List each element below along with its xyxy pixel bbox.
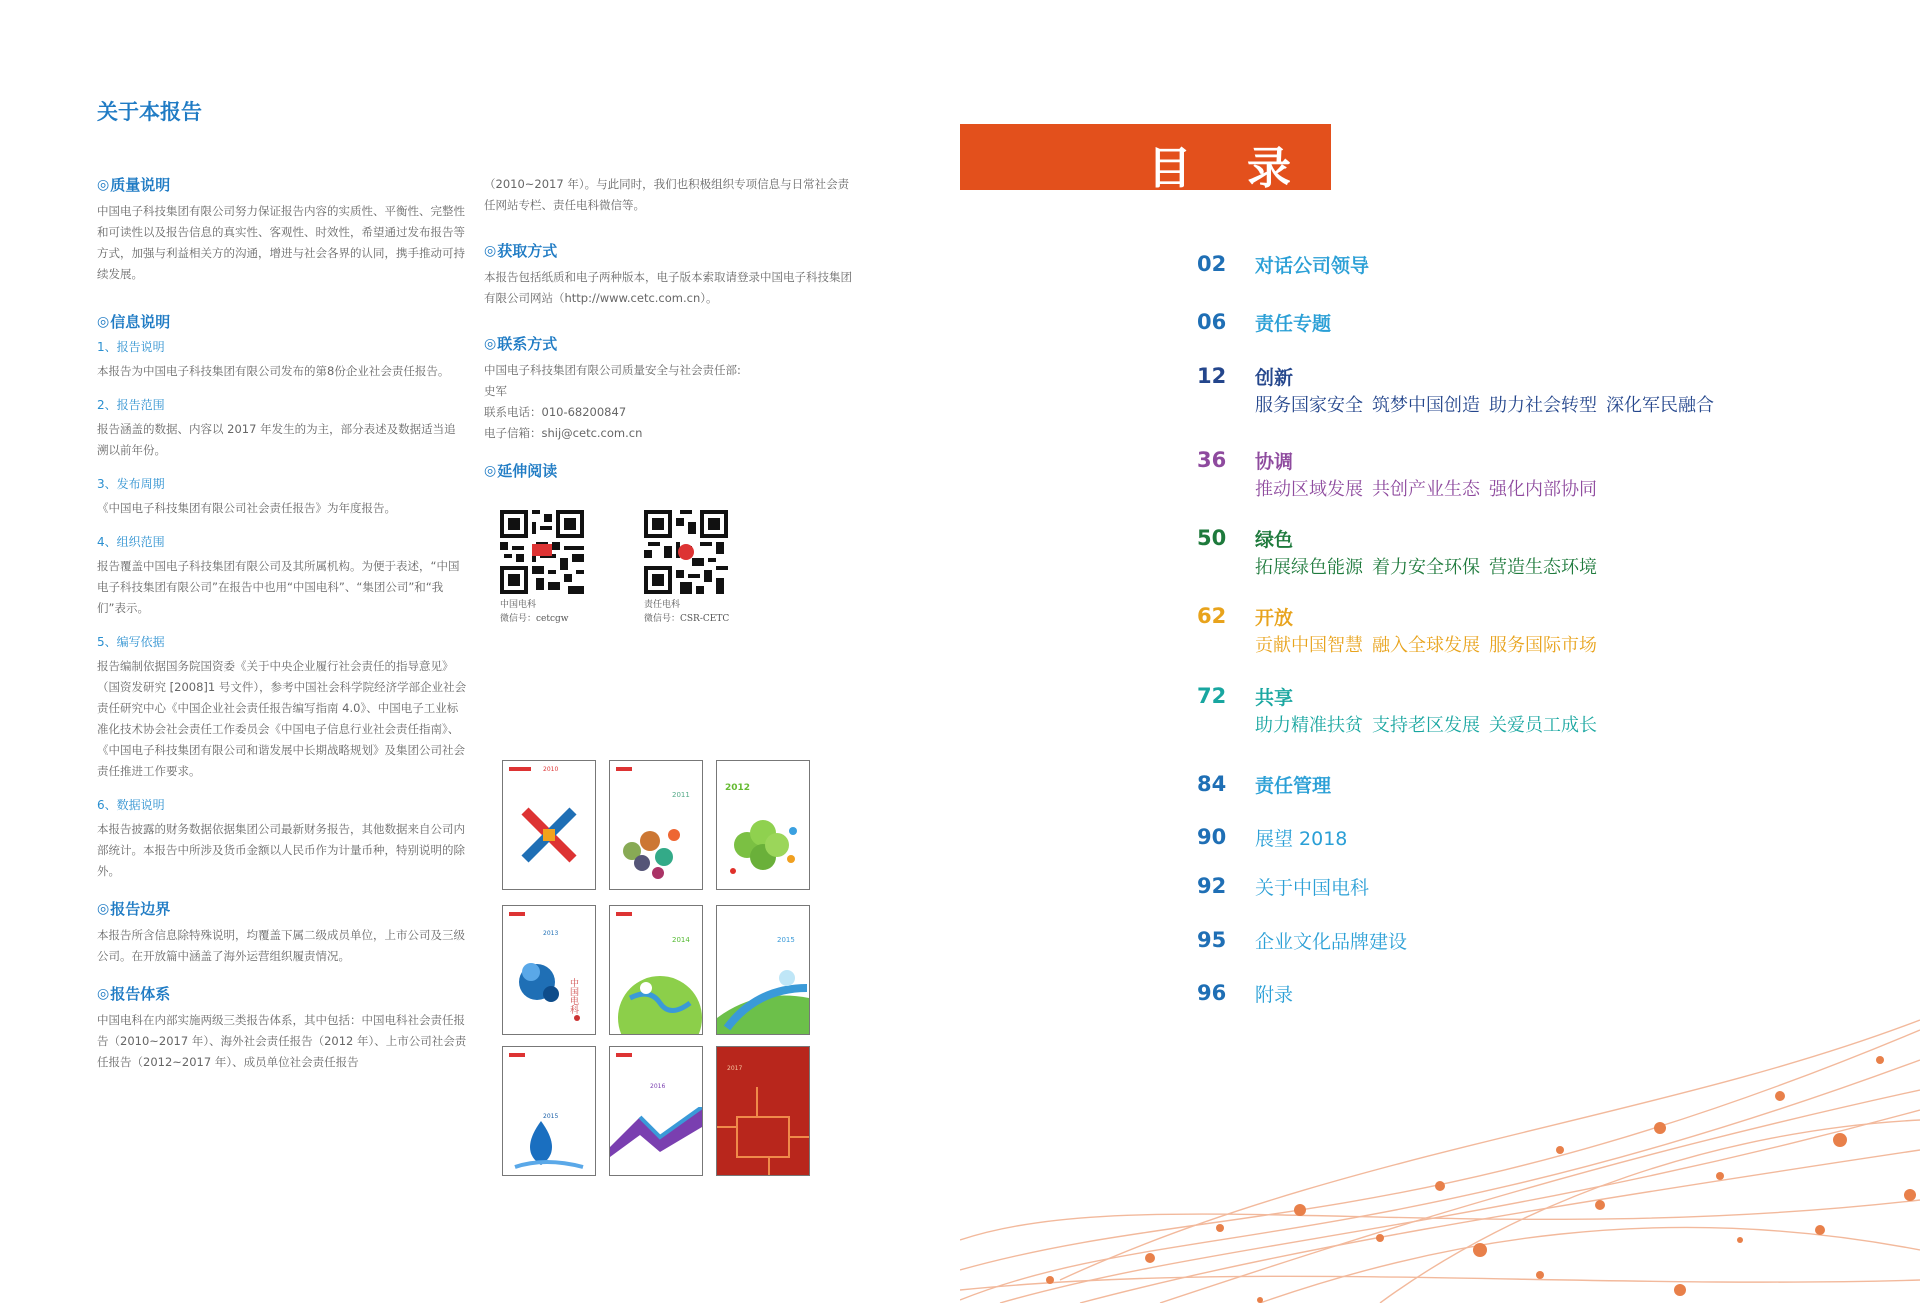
report-cover[interactable] <box>609 760 703 890</box>
toc-page-number[interactable]: 02 <box>1197 252 1227 276</box>
info-item-title: 2、报告范围 <box>97 398 165 412</box>
quality-text: 中国电子科技集团有限公司努力保证报告内容的实质性、平衡性、完整性和可读性以及报告信息的真实性、客观性、时效性，希望通过发布报告等方式，加强与利益相关方的沟通，增进与社会各界的认同，携手推动可持续发展。 <box>97 204 465 281</box>
toc-subsection[interactable]: 营造生态环境 <box>1489 557 1597 578</box>
toc-section-title[interactable]: 绿色 <box>1255 529 1294 551</box>
toc-section-title[interactable]: 关于中国电科 <box>1255 877 1370 899</box>
toc-subsection[interactable]: 支持老区发展 <box>1372 715 1480 736</box>
qr-card-csr <box>644 510 729 626</box>
cover-year: 2015 <box>777 936 795 944</box>
report-cover[interactable] <box>609 905 703 1035</box>
report-cover[interactable] <box>502 905 596 1035</box>
info-item-text: 报告编制依据国务院国资委《关于中央企业履行社会责任的指导意见》（国资发研究 [2008]1 号文件），参考中国社会科学院经济学部企业社会责任研究中心《中国企业社会责任报告编写指南 4.0》、中国电子工业标准化技术协会社会责任工作委员会《中国电子信息行业社会责任指南》、《中国电子科技集团有限公司和谐发展中长期战略规划》及集团公司社会责任推进工作要求。 <box>97 659 467 778</box>
toc-section-title[interactable]: 创新 <box>1255 367 1294 389</box>
toc-subsection[interactable]: 强化内部协同 <box>1489 479 1597 500</box>
qr-card-cetc <box>500 510 584 626</box>
cover-logo <box>616 767 632 771</box>
reading-heading: ◎ 延伸阅读 <box>484 462 558 480</box>
network-lines-decoration <box>960 1000 1920 1303</box>
report-cover[interactable] <box>502 1046 596 1176</box>
page-title: 关于本报告 <box>97 100 202 124</box>
toc-section-title[interactable]: 协调 <box>1255 451 1294 473</box>
toc-subsection[interactable]: 着力安全环保 <box>1372 557 1480 578</box>
cover-logo <box>616 912 632 916</box>
info-item-text: 《中国电子科技集团有限公司社会责任报告》为年度报告。 <box>97 501 396 515</box>
info-item-title: 6、数据说明 <box>97 798 165 812</box>
qr-name: 中国电科 <box>500 600 537 610</box>
toc-page-number[interactable]: 72 <box>1197 684 1227 708</box>
qr-code-icon[interactable] <box>644 510 728 594</box>
toc-subsection[interactable]: 助力社会转型 <box>1489 395 1597 416</box>
cover-logo <box>509 1053 525 1057</box>
info-item-text: 报告覆盖中国电子科技集团有限公司及其所属机构。为便于表述，“中国电子科技集团有限公司”在报告中也用“中国电科”、“集团公司”和“我们”表示。 <box>97 559 460 615</box>
system-continuation: （2010~2017 年）。与此同时，我们也积极组织专项信息与日常社会责任网站专栏、责任电科微信等。 <box>484 177 850 212</box>
cover-logo <box>616 1053 632 1057</box>
toc-subsection[interactable]: 服务国家安全 <box>1255 395 1363 416</box>
cover-year: 2010 <box>543 766 559 773</box>
cover-art-drop <box>511 1117 587 1173</box>
cover-year: 2015 <box>543 1113 559 1120</box>
circle-bullet-icon: ◎ <box>484 242 497 259</box>
info-item-title: 5、编写依据 <box>97 635 165 649</box>
contact-heading: ◎ 联系方式 <box>484 335 558 353</box>
toc-page-number[interactable]: 96 <box>1197 981 1227 1005</box>
report-cover[interactable] <box>716 1046 810 1176</box>
access-heading: ◎ 获取方式 <box>484 242 558 260</box>
toc-banner <box>960 124 1331 194</box>
toc-subsections <box>1255 711 1606 737</box>
qr-id: 微信号：cetcgw <box>500 614 569 624</box>
cover-year: 2014 <box>672 936 690 944</box>
qr-name: 责任电科 <box>644 600 681 610</box>
circle-bullet-icon: ◎ <box>97 900 110 917</box>
toc-page-number[interactable]: 90 <box>1197 825 1227 849</box>
toc-page-number[interactable]: 84 <box>1197 772 1227 796</box>
cover-art-ribbon <box>610 1107 702 1157</box>
cover-art-earth <box>610 958 702 1034</box>
toc-subsections <box>1255 475 1606 501</box>
info-item-text: 本报告披露的财务数据依据集团公司最新财务报告，其他数据来自公司内部统计。本报告中所涉及货币金额以人民币作为计量币种，特别说明的除外。 <box>97 822 465 878</box>
toc-subsection[interactable]: 融入全球发展 <box>1372 635 1480 656</box>
toc-section-title[interactable]: 责任管理 <box>1255 775 1332 797</box>
contact-email[interactable]: 电子信箱：shij@cetc.com.cn <box>484 426 643 440</box>
toc-page-number[interactable]: 50 <box>1197 526 1227 550</box>
circle-bullet-icon: ◎ <box>97 176 110 193</box>
toc-section-title[interactable]: 企业文化品牌建设 <box>1255 931 1408 953</box>
toc-subsection[interactable]: 共创产业生态 <box>1372 479 1480 500</box>
cover-art-ink <box>507 942 591 1026</box>
cover-art-clover <box>721 811 805 885</box>
cover-year: 2011 <box>672 791 690 799</box>
circle-bullet-icon: ◎ <box>484 462 497 479</box>
toc-subsections <box>1255 631 1606 657</box>
info-heading: ◎ 信息说明 <box>97 313 171 331</box>
report-cover[interactable] <box>502 760 596 890</box>
toc-section-title[interactable]: 共享 <box>1255 687 1294 709</box>
cover-art-x <box>515 801 583 869</box>
system-heading: ◎ 报告体系 <box>97 985 171 1003</box>
toc-page-number[interactable]: 06 <box>1197 310 1227 334</box>
cover-year: 2012 <box>725 783 751 793</box>
toc-subsection[interactable]: 关爱员工成长 <box>1489 715 1597 736</box>
report-cover[interactable] <box>716 905 810 1035</box>
cover-art-circuit <box>717 1087 809 1175</box>
toc-section-title[interactable]: 对话公司领导 <box>1255 255 1370 277</box>
toc-subsections <box>1255 391 1723 417</box>
cover-logo <box>509 912 525 916</box>
toc-page-number[interactable]: 36 <box>1197 448 1227 472</box>
toc-subsection[interactable]: 筑梦中国创造 <box>1372 395 1480 416</box>
toc-subsection[interactable]: 助力精准扶贫 <box>1255 715 1363 736</box>
toc-page-number[interactable]: 92 <box>1197 874 1227 898</box>
toc-section-title[interactable]: 开放 <box>1255 607 1294 629</box>
contact-person: 史军 <box>484 384 507 398</box>
report-cover[interactable] <box>716 760 810 890</box>
info-item-title: 4、组织范围 <box>97 535 165 549</box>
cover-year: 2013 <box>543 930 559 937</box>
cover-year: 2017 <box>727 1065 743 1072</box>
qr-code-icon[interactable] <box>500 510 584 594</box>
circle-bullet-icon: ◎ <box>97 985 110 1002</box>
cover-year: 2016 <box>650 1083 666 1090</box>
info-item-title: 1、报告说明 <box>97 340 165 354</box>
access-text: 本报告包括纸质和电子两种版本，电子版本索取请登录中国电子科技集团有限公司网站（http://www.cetc.com.cn）。 <box>484 270 852 305</box>
toc-page-number[interactable]: 95 <box>1197 928 1227 952</box>
toc-subsection[interactable]: 贡献中国智慧 <box>1255 635 1363 656</box>
report-cover[interactable] <box>609 1046 703 1176</box>
toc-section-title[interactable]: 展望 2018 <box>1255 828 1348 850</box>
info-item-title: 3、发布周期 <box>97 477 165 491</box>
quality-heading: ◎ 质量说明 <box>97 176 171 194</box>
toc-subsection[interactable]: 拓展绿色能源 <box>1255 557 1363 578</box>
toc-subsection[interactable]: 服务国际市场 <box>1489 635 1597 656</box>
toc-page-number[interactable]: 62 <box>1197 604 1227 628</box>
toc-page-number[interactable]: 12 <box>1197 364 1227 388</box>
cover-logo <box>509 767 531 771</box>
toc-section-title[interactable]: 附录 <box>1255 984 1294 1006</box>
toc-subsection[interactable]: 深化军民融合 <box>1606 395 1714 416</box>
info-item-text: 本报告为中国电子科技集团有限公司发布的第8份企业社会责任报告。 <box>97 364 450 378</box>
boundary-heading: ◎ 报告边界 <box>97 900 171 918</box>
toc-subsections <box>1255 553 1606 579</box>
left-column <box>97 174 467 1073</box>
toc-section-title[interactable]: 责任专题 <box>1255 313 1332 335</box>
cover-art-puzzle <box>612 811 700 881</box>
right-column <box>484 174 854 487</box>
info-item-text: 报告涵盖的数据、内容以 2017 年发生的为主，部分表述及数据适当追溯以前年份。 <box>97 422 456 457</box>
contact-phone: 联系电话：010-68200847 <box>484 405 627 419</box>
toc-title: 目 录 <box>1147 143 1311 194</box>
boundary-text: 本报告所含信息除特殊说明，均覆盖下属二级成员单位，上市公司及三级公司。在开放篇中涵盖了海外运营组织履责情况。 <box>97 928 465 963</box>
qr-id: 微信号：CSR-CETC <box>644 614 730 624</box>
system-text: 中国电科在内部实施两级三类报告体系，其中包括：中国电科社会责任报告（2010~2017 年）、海外社会责任报告（2012 年）、上市公司社会责任报告（2012~2017 年）、成员单位社会责任报告 <box>97 1013 467 1069</box>
circle-bullet-icon: ◎ <box>484 335 497 352</box>
toc-subsection[interactable]: 推动区域发展 <box>1255 479 1363 500</box>
cover-art-road <box>717 958 809 1034</box>
circle-bullet-icon: ◎ <box>97 313 110 330</box>
svg-text:中国电科: 中国电科 <box>568 978 578 1014</box>
contact-org: 中国电子科技集团有限公司质量安全与社会责任部: <box>484 363 741 377</box>
